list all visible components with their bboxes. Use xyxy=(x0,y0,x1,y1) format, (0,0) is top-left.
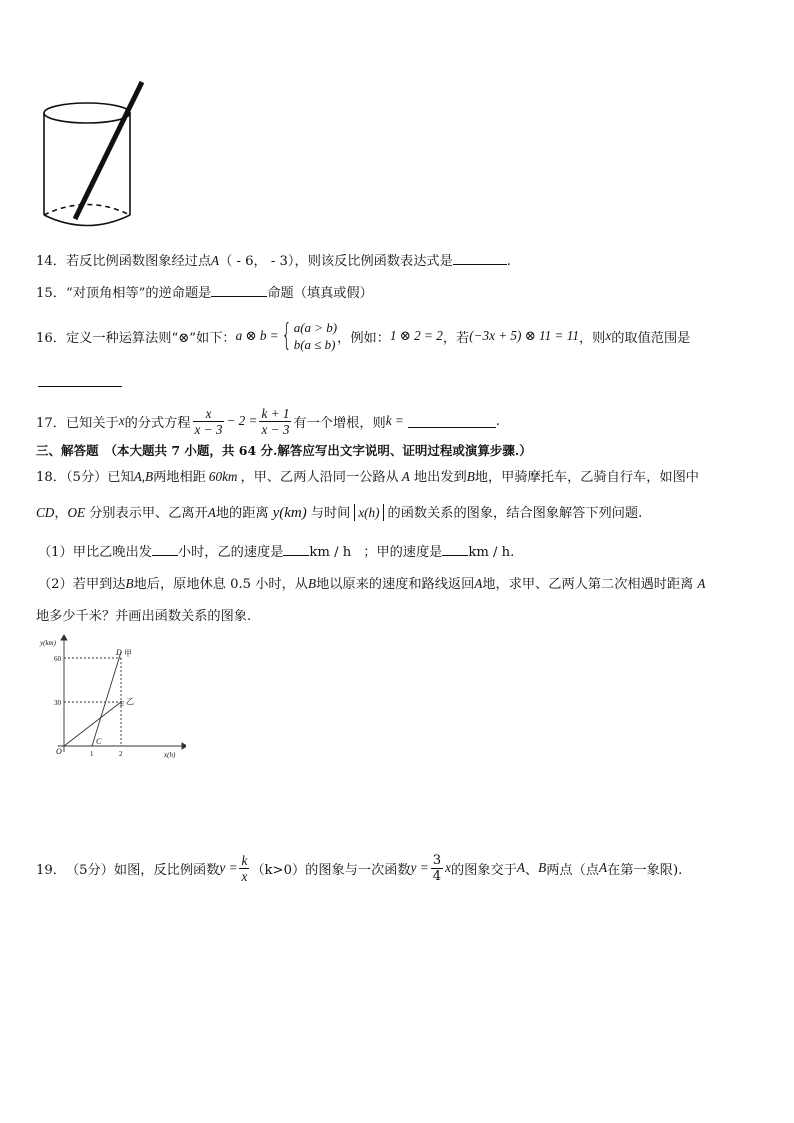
piecewise-cases xyxy=(294,319,337,353)
question-text: ；甲的速度是 xyxy=(363,545,443,560)
question-number: 17． xyxy=(36,415,66,431)
period: . xyxy=(495,413,500,429)
score: （5分） xyxy=(65,862,114,878)
x-tick-1: 1 xyxy=(90,750,94,758)
fraction-k-over-x xyxy=(239,853,249,884)
question-text: 地，甲骑摩托车，乙骑自行车，如图中 xyxy=(474,470,699,485)
question-text: 分别表示甲、乙离开 xyxy=(89,506,208,521)
math-y: y = xyxy=(219,860,238,875)
case-1: a(a > b) xyxy=(293,320,338,335)
fraction-1 xyxy=(193,406,225,437)
y-tick-30: 30 xyxy=(54,699,61,707)
segment-oe xyxy=(64,702,121,746)
math-y: y = xyxy=(410,860,429,875)
question-19 xyxy=(36,848,682,888)
question-18-part-2 xyxy=(38,573,705,592)
answer-blank[interactable] xyxy=(211,284,267,297)
point-coordinates: （ - 6， - 3） xyxy=(219,254,295,269)
question-text: ，则该反比例函数表达式是 xyxy=(294,254,453,269)
question-text: 有一个增根，则 xyxy=(293,415,386,431)
distance: 60km xyxy=(208,469,238,484)
question-18-part-1 xyxy=(38,541,514,560)
question-text: ，例如： xyxy=(337,330,390,346)
separator: ， xyxy=(54,506,68,521)
x-axis-arrow xyxy=(182,743,186,749)
question-18-part-2-cont xyxy=(36,605,251,624)
brace-glyph: { xyxy=(280,318,292,353)
equation-middle: − 2 = xyxy=(226,413,258,428)
unit: km / h xyxy=(309,545,352,560)
question-15 xyxy=(36,282,373,301)
point-d-label: D xyxy=(116,648,122,657)
y-axis-label: y(km) xyxy=(40,639,56,647)
numerator: k + 1 xyxy=(261,405,290,421)
segment-cd xyxy=(92,652,121,746)
answer-blank[interactable] xyxy=(408,415,496,428)
example-expression: 1 ⊗ 2 = 2 xyxy=(389,328,443,343)
point-c-label: C xyxy=(96,737,102,746)
math-ab: A,B xyxy=(133,469,154,484)
question-text: 在第一象限). xyxy=(607,862,683,878)
condition-expression: (−3x + 5) ⊗ 11 = 11 xyxy=(469,328,579,343)
question-text: 已知关于 xyxy=(65,415,119,431)
cylinder xyxy=(44,103,130,226)
answer-blank[interactable] xyxy=(283,543,309,556)
math-a: A xyxy=(697,576,706,591)
distance-time-graph xyxy=(36,634,186,764)
math-a: A xyxy=(207,505,216,520)
question-text: 的函数关系的图象，结合图象解答下列问题. xyxy=(387,506,643,521)
math-b: B xyxy=(538,860,547,875)
question-text: ，若 xyxy=(442,330,470,346)
question-number: 18． xyxy=(36,470,66,485)
math-oe: OE xyxy=(67,505,86,520)
numerator: 3 xyxy=(432,852,442,868)
question-text: （1）甲比乙晚出发 xyxy=(38,545,152,560)
answer-blank[interactable] xyxy=(453,252,507,265)
question-text: 地多少千米？并画出函数关系的图象. xyxy=(36,609,252,624)
denominator: 4 xyxy=(432,868,442,884)
math-cd: CD xyxy=(36,505,55,520)
y-axis-arrow xyxy=(61,635,67,640)
question-17 xyxy=(36,402,500,440)
math-b: B xyxy=(308,576,317,591)
answer-blank[interactable] xyxy=(38,374,122,387)
score: （5分） xyxy=(65,470,108,485)
question-text: 地后，原地休息 0.5 小时，从 xyxy=(133,577,308,592)
variable: x xyxy=(605,328,612,343)
denominator: x xyxy=(241,868,248,884)
question-text: 小时，乙的速度是 xyxy=(177,545,284,560)
question-text: 的图象交于 xyxy=(450,862,517,878)
point-label: A xyxy=(211,253,220,268)
question-text: 与时间 xyxy=(310,506,351,521)
question-18-line-1 xyxy=(36,466,699,485)
math-ykm: y(km) xyxy=(272,505,307,521)
fraction-three-quarters xyxy=(431,853,443,884)
period: . xyxy=(506,254,511,269)
section-title: 三、解答题 xyxy=(36,443,99,458)
variable: x xyxy=(118,413,125,428)
question-number: 19． xyxy=(36,862,66,878)
denominator: x − 3 xyxy=(194,421,223,437)
question-text: 定义一种运算法则“⊗”如下： xyxy=(65,330,236,346)
math-a: A xyxy=(401,469,410,484)
question-18-line-2 xyxy=(36,502,642,522)
label-jia: 甲 xyxy=(124,649,132,658)
case-2: b(a ≤ b) xyxy=(293,337,336,352)
answer-blank[interactable] xyxy=(152,543,178,556)
x-tick-2: 2 xyxy=(119,750,123,758)
period: . xyxy=(510,545,515,560)
question-text: 地的距离 xyxy=(215,506,269,521)
cylinder-rod-figure xyxy=(38,78,148,228)
condition: （k>0） xyxy=(251,862,306,878)
question-16-answer xyxy=(38,374,122,391)
question-text: （2）若甲到达 xyxy=(38,577,126,592)
k-equals: k = xyxy=(385,413,404,428)
y-tick-60: 60 xyxy=(54,655,61,663)
math-a: A xyxy=(516,860,525,875)
question-text: “对顶角相等”的逆命题是 xyxy=(65,286,212,301)
numerator: x xyxy=(205,405,212,421)
definition-lhs: a ⊗ b = xyxy=(235,328,279,343)
question-text: 若反比例函数图象经过点 xyxy=(65,254,212,269)
math-a: A xyxy=(474,576,483,591)
question-text: 如图，反比例函数 xyxy=(113,862,220,878)
question-text: 的取值范围是 xyxy=(611,330,691,346)
question-number: 15． xyxy=(36,286,66,301)
numerator: k xyxy=(241,852,248,868)
point-e-label: E xyxy=(120,700,125,708)
label-yi: 乙 xyxy=(126,697,134,706)
question-text: 的图象与一次函数 xyxy=(305,862,411,878)
question-text: 地以原来的速度和路线返回 xyxy=(316,577,475,592)
question-text: 地出发到 xyxy=(409,470,467,485)
answer-blank[interactable] xyxy=(442,543,468,556)
separator: 、 xyxy=(524,862,539,878)
question-number: 16． xyxy=(36,330,66,346)
math-b: B xyxy=(466,469,475,484)
question-text: 两地相距 xyxy=(153,470,206,485)
question-text: ，则 xyxy=(578,330,606,346)
question-text: ，甲、乙两人沿同一公路从 xyxy=(240,470,399,485)
unit: km / h xyxy=(468,545,511,560)
question-14 xyxy=(36,250,511,269)
section-note: （本大题共 7 小题，共 64 分.解答应写出文字说明、证明过程或演算步骤.） xyxy=(104,443,532,458)
question-text: 两点（点 xyxy=(546,862,599,878)
origin-label: O xyxy=(56,747,62,756)
denominator: x − 3 xyxy=(261,421,290,437)
question-text: 命题（填真或假） xyxy=(267,286,373,301)
fraction-2 xyxy=(259,406,291,437)
question-text: 的分式方程 xyxy=(124,415,191,431)
section-heading xyxy=(36,441,532,459)
math-b: B xyxy=(125,576,134,591)
math-x: x xyxy=(445,860,451,875)
question-number: 14． xyxy=(36,254,66,269)
question-text: 已知 xyxy=(107,470,134,485)
question-16 xyxy=(36,316,690,356)
math-xh: x(h) xyxy=(354,504,383,521)
question-text: 地，求甲、乙两人第二次相遇时距离 xyxy=(482,577,694,592)
math-a: A xyxy=(598,860,608,875)
x-axis-label: x(h) xyxy=(164,751,176,759)
